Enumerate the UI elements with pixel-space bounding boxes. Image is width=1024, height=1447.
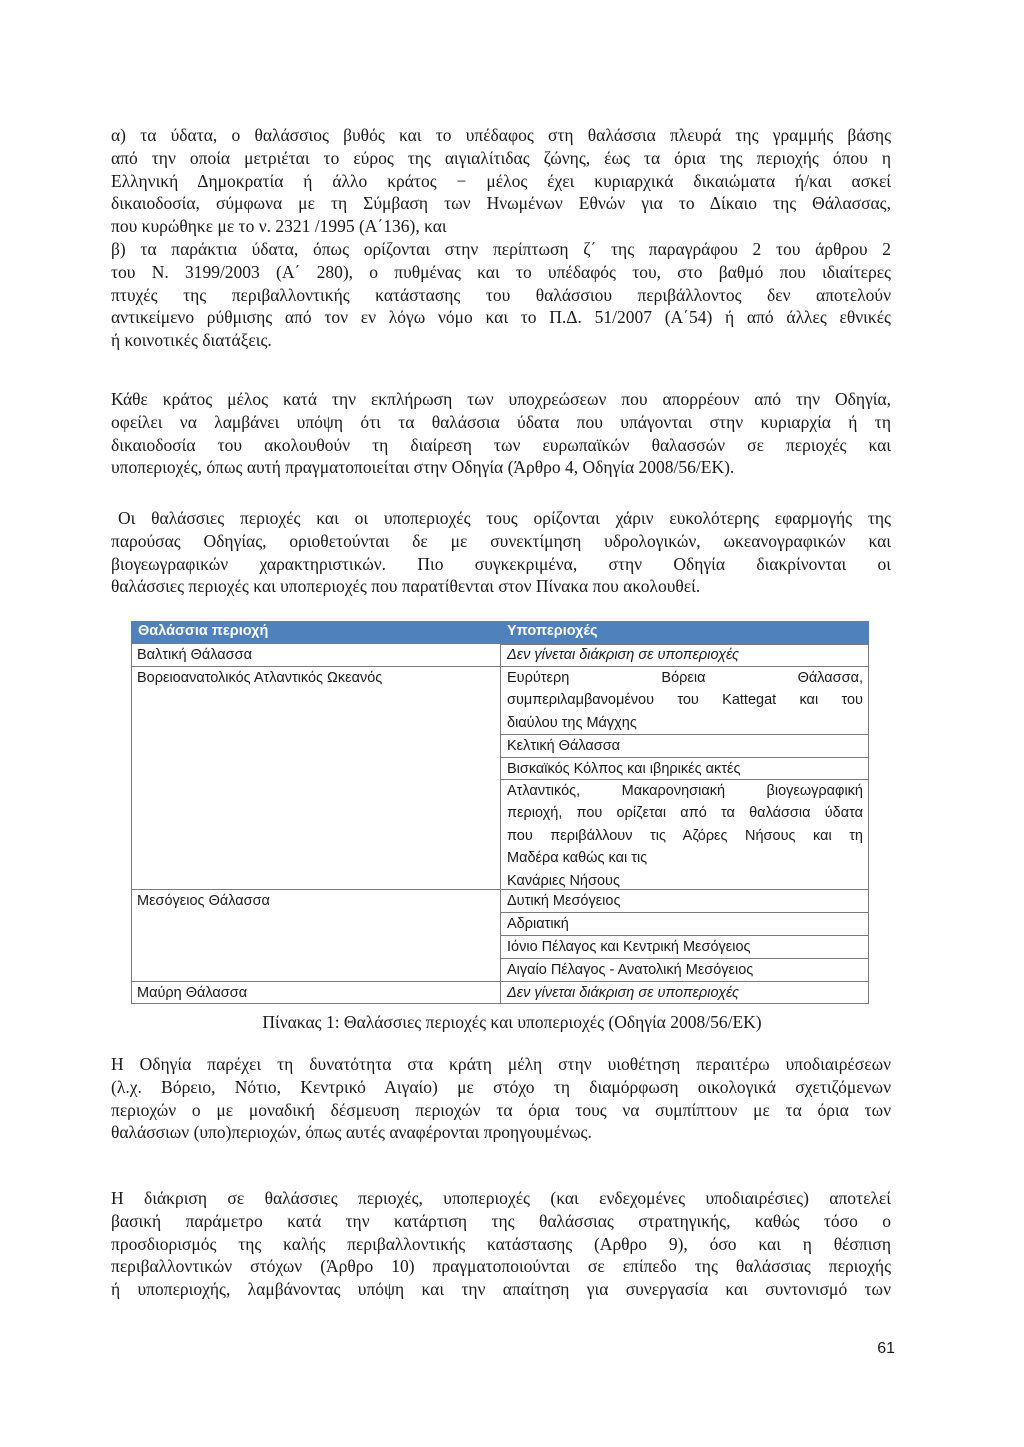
subregion-cell <box>507 780 863 892</box>
subregion-macaronesia-line: περιοχή, που ορίζεται από τα θαλάσσια ύδατα <box>507 805 863 822</box>
text-line: περιβαλλοντικών στόχων (Άρθρο 10) πραγματοποιούνται σε επίπεδο της θαλάσσιας περιοχής <box>111 1256 891 1277</box>
subregion-macaronesia-line: που περιβάλλουν τις Αζόρες Νήσους και τη <box>507 827 863 844</box>
subregion-cell <box>507 644 739 666</box>
subregion-cell <box>507 936 751 958</box>
text-line: ή κοινοτικές διατάξεις. <box>111 330 272 351</box>
subregion-macaronesia-line: Κανάριες Νήσους <box>507 872 620 889</box>
subregion-black-sea-none: Δεν γίνεται διάκριση σε υποπεριοχές <box>507 985 740 1001</box>
table-header <box>131 621 869 644</box>
subregion-ionian: Ιόνιο Πέλαγος και Κεντρική Μεσόγειος <box>507 939 751 955</box>
paragraph-member-states <box>111 388 891 479</box>
region-cell <box>137 890 270 912</box>
text-line: από την οποία μετριέται το εύρος της αιγιαλίτιδας ζώνης, έως τα όρια της περιοχής όπου η <box>111 147 891 168</box>
subregion-macaronesia-line: Μαδέρα καθώς και τις <box>507 850 648 867</box>
header-subregion: Υποπεριοχές <box>507 623 598 639</box>
subregion-aegean: Αιγαίο Πέλαγος - Ανατολική Μεσόγειος <box>507 962 754 978</box>
text-line: θαλάσσιες περιοχές και υποπεριοχές που παρατίθενται στον Πίνακα που ακολουθεί. <box>111 576 701 597</box>
subregion-cell <box>507 667 863 734</box>
text-line: δικαιοδοσία του ακολουθούν τη διαίρεση των ευρωπαϊκών θαλασσών σε περιοχές και <box>111 434 891 455</box>
subregion-cell <box>507 735 620 757</box>
text-line: του Ν. 3199/2003 (Α΄ 280), ο πυθμένας και το υπέδαφός του, στο βαθμό που ιδιαίτερες <box>111 261 891 282</box>
table-caption: Πίνακας 1: Θαλάσσιες περιοχές και υποπεριοχές (Οδηγία 2008/56/ΕΚ) <box>262 1012 762 1032</box>
text-line: βασική παράμετρο κατά την κατάρτιση της θαλάσσιας στρατηγικής, καθώς τόσο ο <box>111 1210 891 1231</box>
subregion-cell <box>507 913 569 935</box>
region-cell <box>137 982 247 1004</box>
text-line: πτυχές της περιβαλλοντικής κατάστασης του θαλάσσιου περιβάλλοντος δεν αποτελούν <box>111 284 891 305</box>
header-region: Θαλάσσια περιοχή <box>138 623 269 639</box>
region-baltic: Βαλτική Θάλασσα <box>137 647 252 663</box>
region-cell <box>137 667 382 689</box>
text-line: οφείλει να λαμβάνει υπόψη ότι τα θαλάσσια ύδατα που υπάγονται στην κυριαρχία ή τη <box>111 411 891 432</box>
text-line: υποπεριοχές, όπως αυτή πραγματοποιείται στην Οδηγία (Άρθρο 4, Οδηγία 2008/56/ΕΚ). <box>111 457 735 478</box>
text-line: Η Οδηγία παρέχει τη δυνατότητα στα κράτη μέλη στην υιοθέτηση περαιτέρω υποδιαιρέσεων <box>111 1054 891 1074</box>
region-cell <box>137 644 252 666</box>
region-north-east-atlantic: Βορειοανατολικός Ατλαντικός Ωκεανός <box>137 670 383 686</box>
paragraph-subdivisions <box>111 1053 891 1144</box>
subregion-adriatic: Αδριατική <box>507 916 569 932</box>
text-line: που κυρώθηκε με το ν. 2321 /1995 (Α΄136), και <box>111 216 447 237</box>
text-line: (λ.χ. Βόρειο, Νότιο, Κεντρικό Αιγαίο) με στόχο τη διαμόρφωση οικολογικά σχετιζόμενων <box>111 1076 891 1097</box>
subregion-north-sea-line: Ευρύτερη Βόρεια Θάλασσα, <box>507 670 863 686</box>
region-black-sea: Μαύρη Θάλασσα <box>137 985 248 1001</box>
text-line: Ελληνική Δημοκρατία ή άλλο κράτος − μέλος έχει κυριαρχικά δικαιώματα ή/και ασκεί <box>111 170 891 191</box>
text-line: Οι θαλάσσιες περιοχές και οι υποπεριοχές τους ορίζονται χάριν ευκολότερης εφαρμογής της <box>118 508 891 528</box>
subregion-cell <box>507 982 739 1004</box>
subregion-celtic-sea: Κελτική Θάλασσα <box>507 738 621 754</box>
table-border-left <box>131 644 132 1004</box>
text-line: περιοχών ο με μοναδική δέσμευση περιοχών τα όρια τους να συμπίπτουν με τα όρια των <box>111 1099 891 1120</box>
subregion-cell <box>507 758 740 780</box>
paragraph-scope <box>111 124 891 352</box>
subregion-north-sea-line: διαύλου της Μάγχης <box>507 714 637 731</box>
subregion-cell <box>507 959 753 981</box>
subregion-baltic-none: Δεν γίνεται διάκριση σε υποπεριοχές <box>507 647 740 663</box>
table-column-divider <box>500 644 501 1004</box>
text-line: ή υποπεριοχής, λαμβάνοντας υπόψη και την απαίτηση για συνεργασία και συντονισμό των <box>111 1279 891 1300</box>
region-mediterranean: Μεσόγειος Θάλασσα <box>137 893 270 909</box>
text-line: Κάθε κράτος μέλος κατά την εκπλήρωση των υποχρεώσεων που απορρέουν από την Οδηγία, <box>111 389 891 409</box>
text-line: Η διάκριση σε θαλάσσιες περιοχές, υποπεριοχές (και ενδεχομένες υποδιαιρέσιες) αποτελεί <box>111 1188 891 1208</box>
text-line: δικαιοδοσία, σύμφωνα με τη Σύμβαση των Ηνωμένων Εθνών για το Δίκαιο της Θάλασσας, <box>111 193 891 214</box>
subregion-western-med: Δυτική Μεσόγειος <box>507 893 621 909</box>
text-line: βιογεωγραφικών χαρακτηριστικών. Πιο συγκεκριμένα, στην Οδηγία διακρίνονται οι <box>111 553 891 574</box>
text-line: παρούσας Οδηγίας, οριοθετούνται δε με συνεκτίμηση υδρολογικών, ωκεανογραφικών και <box>111 530 891 551</box>
table-column-divider <box>500 981 501 1004</box>
text-line: θαλάσσιων (υπο)περιοχών, όπως αυτές αναφέρονται προηγουμένως. <box>111 1122 592 1143</box>
paragraph-marine-regions <box>111 507 891 598</box>
page-number: 61 <box>877 1340 895 1357</box>
subregion-biscay-iberian: Βισκαϊκός Κόλπος και ιβηρικές ακτές <box>507 761 741 777</box>
text-line: β) τα παράκτια ύδατα, όπως ορίζονται στην περίπτωση ζ΄ της παραγράφου 2 του άρθρου 2 <box>111 238 891 259</box>
table-border-right <box>868 644 869 1004</box>
subregion-cell <box>507 890 620 912</box>
subregion-macaronesia-line: Ατλαντικός, Μακαρονησιακή βιογεωγραφική <box>507 783 863 799</box>
table-border-left <box>131 981 132 1004</box>
text-line: α) τα ύδατα, ο θαλάσσιος βυθός και το υπέδαφος στη θαλάσσια πλευρά της γραμμής βάσης <box>111 125 891 145</box>
paragraph-strategy <box>111 1187 891 1301</box>
text-line: προσδιορισμός της καλής περιβαλλοντικής κατάστασης (Αρθρο 9), όσο και η θέσπιση <box>111 1233 891 1254</box>
text-line: αντικείμενο ρύθμισης από τον εν λόγω νόμο και το Π.Δ. 51/2007 (Α΄54) ή από άλλες εθνικές <box>111 307 891 328</box>
subregion-north-sea-line: συμπεριλαμβανομένου του Kattegat και του <box>507 692 863 709</box>
